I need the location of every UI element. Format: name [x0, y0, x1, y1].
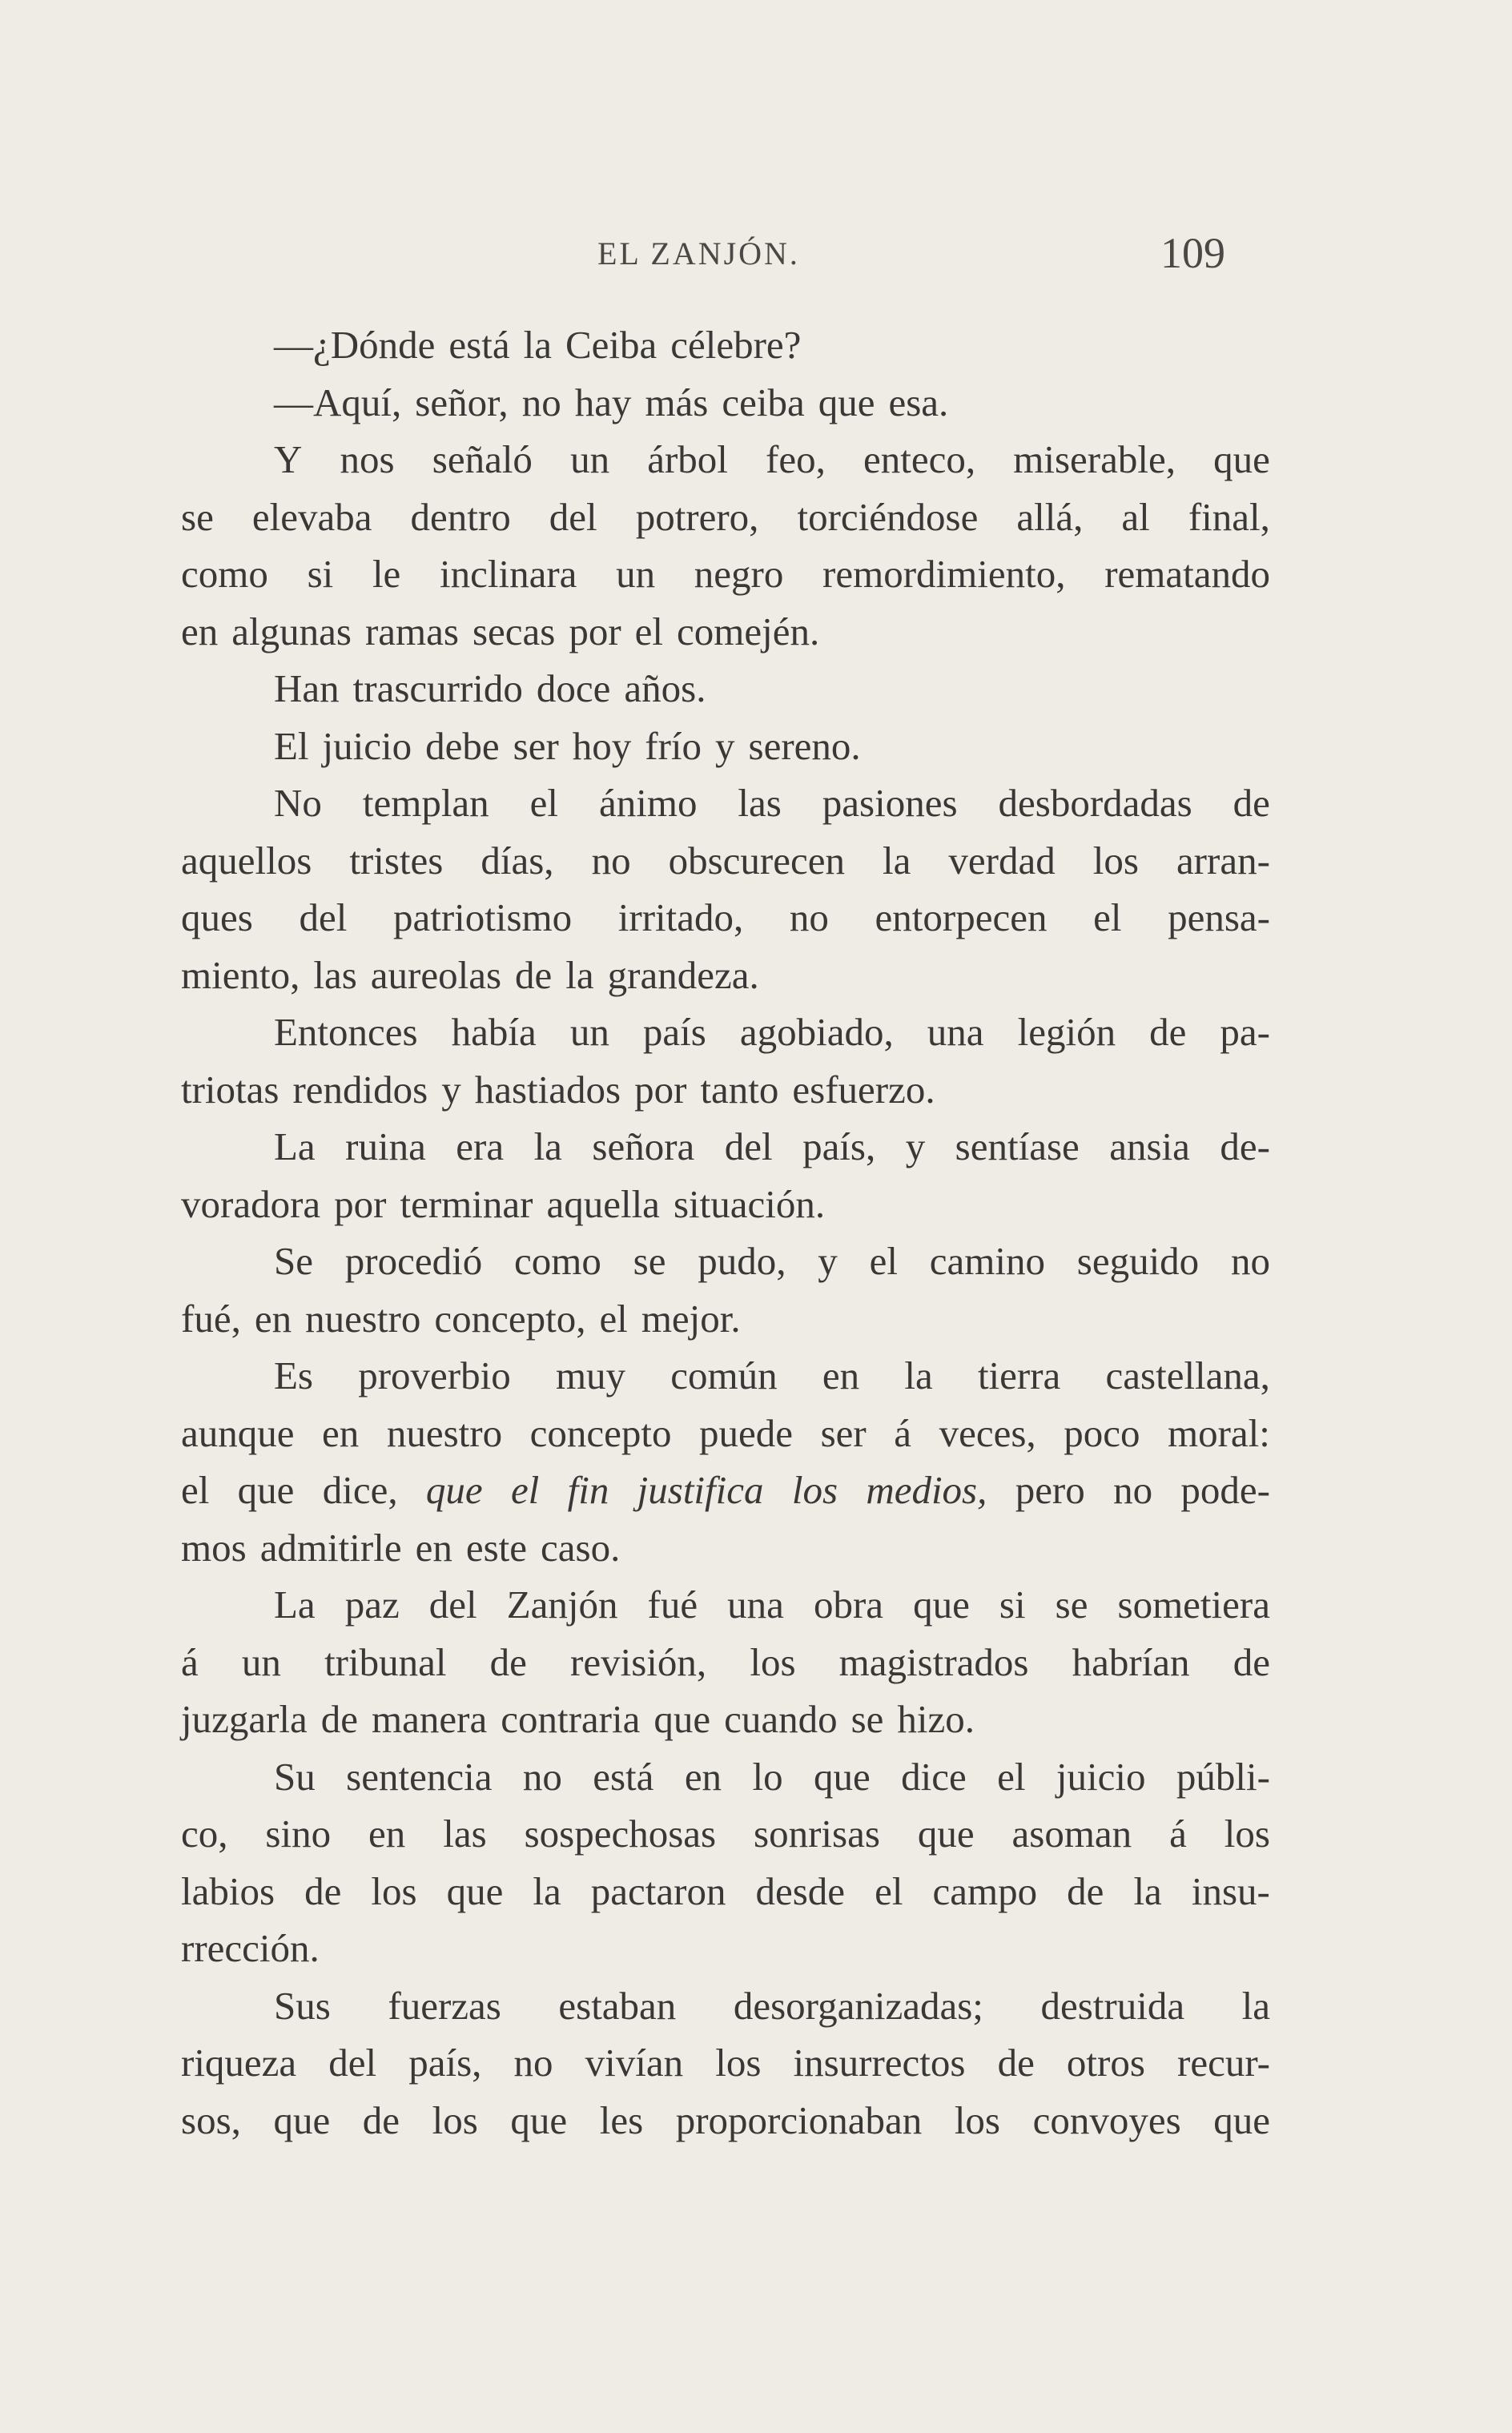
word: voradora: [181, 1181, 321, 1226]
word: miserable,: [1013, 437, 1176, 481]
word: del: [549, 494, 597, 539]
word: las: [313, 952, 357, 997]
word: los: [1224, 1812, 1270, 1856]
word: co,: [181, 1812, 228, 1856]
word: Y: [274, 437, 303, 481]
word: Es: [274, 1353, 313, 1397]
word: nuestro: [386, 1410, 503, 1455]
word: la: [533, 1868, 561, 1913]
word: frío: [645, 723, 702, 768]
word: sentencia: [346, 1754, 493, 1799]
word: públi-: [1176, 1754, 1270, 1799]
word: irritado,: [617, 895, 744, 939]
word: por: [569, 609, 621, 653]
word: en: [822, 1353, 860, 1397]
word: que: [917, 1812, 975, 1856]
word: de: [489, 1639, 527, 1684]
word: allá,: [1016, 494, 1084, 539]
word: la: [533, 1124, 562, 1168]
text-line: [181, 1748, 1270, 1806]
word: que: [1213, 437, 1270, 481]
word: una: [727, 1582, 784, 1627]
word: proporcionaban: [675, 2097, 923, 2142]
word: puede: [699, 1410, 794, 1455]
word: que: [913, 1582, 970, 1627]
word: el: [875, 1868, 903, 1913]
word: camino: [929, 1239, 1045, 1283]
word: el: [634, 609, 664, 653]
text-line: [181, 1347, 1270, 1405]
word: otros: [1066, 2041, 1145, 2085]
word: caso.: [541, 1525, 621, 1570]
word: de: [304, 1868, 342, 1913]
text-line: [181, 1061, 1270, 1119]
word: verdad: [948, 838, 1056, 883]
word: destruida: [1040, 1983, 1185, 2028]
word: mos: [181, 1525, 247, 1570]
word: pasiones: [822, 781, 958, 825]
word: que: [237, 1468, 295, 1512]
word: rrección.: [181, 1926, 320, 1970]
word: esfuerzo.: [792, 1067, 935, 1112]
italic-word: fin: [567, 1468, 609, 1512]
word: no: [1230, 1239, 1270, 1283]
word: que: [813, 1754, 871, 1799]
word: célebre?: [670, 323, 802, 367]
text-line: [181, 1863, 1270, 1920]
word: como: [514, 1239, 601, 1283]
text-line: [181, 718, 1270, 775]
word: del: [299, 895, 348, 939]
word: no: [521, 380, 561, 424]
word: tristes: [349, 838, 444, 883]
word: ánimo: [598, 781, 698, 825]
word: esa.: [888, 380, 949, 424]
word: nos: [340, 437, 395, 481]
word: del: [428, 1582, 477, 1627]
word: la: [904, 1353, 933, 1397]
word: no: [522, 1754, 562, 1799]
text-line: [181, 489, 1270, 546]
word: procedió: [344, 1239, 483, 1283]
text-line: [181, 431, 1270, 489]
word: Ceiba: [565, 323, 657, 367]
word: situación.: [673, 1181, 826, 1226]
word: los: [750, 1639, 796, 1684]
word: hastiados: [474, 1067, 621, 1112]
word: de: [362, 2097, 400, 2142]
word: ser: [820, 1410, 867, 1455]
word: dice,: [322, 1468, 398, 1512]
word: dice: [901, 1754, 967, 1799]
word: secas: [472, 609, 556, 653]
text-line: [181, 1290, 1270, 1348]
text-line: [181, 1405, 1270, 1462]
text-line: [181, 1576, 1270, 1634]
word: negro: [694, 552, 784, 596]
word: le: [372, 552, 401, 596]
word: inclinara: [440, 552, 577, 596]
word: árbol: [647, 437, 728, 481]
word: insurrectos: [793, 2041, 966, 2085]
word: del: [724, 1124, 773, 1168]
text-line: [181, 774, 1270, 832]
word: la: [1241, 1983, 1270, 2028]
word: un: [569, 1010, 609, 1054]
word: que: [510, 2097, 568, 2142]
word: no: [513, 2041, 553, 2085]
text-line: [181, 832, 1270, 890]
word: á: [1169, 1812, 1187, 1856]
word: pensa-: [1168, 895, 1270, 939]
word: juicio: [1056, 1754, 1146, 1799]
word: un: [616, 552, 656, 596]
text-line: [181, 1233, 1270, 1290]
word: ansia: [1109, 1124, 1190, 1168]
word: y: [818, 1239, 838, 1283]
word: en: [322, 1410, 360, 1455]
word: elevaba: [251, 494, 372, 539]
text-line: [181, 1634, 1270, 1691]
word: la: [883, 838, 911, 883]
word: desbordadas: [998, 781, 1192, 825]
word: moral:: [1168, 1410, 1270, 1455]
word: ceiba: [722, 380, 805, 424]
word: sospechosas: [524, 1812, 717, 1856]
word: señaló: [432, 437, 533, 481]
text-line: [181, 1920, 1270, 1977]
word: señor,: [415, 380, 509, 424]
word: en: [368, 1812, 406, 1856]
word: habrían: [1072, 1639, 1190, 1684]
word: hoy: [572, 723, 632, 768]
word: de: [515, 952, 553, 997]
text-line: [181, 1519, 1270, 1577]
word: Han: [274, 666, 340, 710]
word: y: [441, 1067, 461, 1112]
word: común: [670, 1353, 778, 1397]
word: convoyes: [1032, 2097, 1181, 2142]
word: ser: [513, 723, 559, 768]
word: Entonces: [274, 1010, 418, 1054]
text-line: [181, 660, 1270, 718]
word: la: [565, 952, 594, 997]
word: era: [456, 1124, 505, 1168]
word: tierra: [977, 1353, 1061, 1397]
word: dentro: [410, 494, 511, 539]
word: magistrados: [838, 1639, 1029, 1684]
word: recur-: [1177, 2041, 1270, 2085]
word: como: [181, 552, 268, 596]
word: ques: [181, 895, 253, 939]
word: país,: [802, 1124, 876, 1168]
word: y: [905, 1124, 926, 1168]
word: ruina: [345, 1124, 426, 1168]
word: estaban: [558, 1983, 677, 2028]
word: fué: [647, 1582, 698, 1627]
page-number: 109: [1160, 229, 1225, 277]
word: —Aquí,: [274, 380, 402, 424]
word: si: [307, 552, 334, 596]
word: les: [599, 2097, 644, 2142]
word: juicio: [322, 723, 412, 768]
word: de: [997, 2041, 1035, 2085]
word: vivían: [585, 2041, 684, 2085]
word: doce: [536, 666, 611, 710]
word: el: [869, 1239, 898, 1283]
word: los: [371, 1868, 417, 1913]
word: este: [465, 1525, 528, 1570]
text-line: [181, 1176, 1270, 1233]
text-line: [181, 889, 1270, 947]
text-line: [181, 374, 1270, 432]
word: señora: [592, 1124, 695, 1168]
word: fuerzas: [388, 1983, 501, 2028]
text-line: [181, 1977, 1270, 2035]
word: sonrisas: [754, 1812, 880, 1856]
word: contraria: [501, 1697, 641, 1741]
text-line: [181, 1691, 1270, 1748]
word: arran-: [1176, 838, 1270, 883]
word: El: [274, 723, 309, 768]
word: al: [1121, 494, 1150, 539]
word: proverbio: [358, 1353, 511, 1397]
word: comején.: [677, 609, 820, 653]
word: á: [181, 1639, 199, 1684]
word: el: [181, 1468, 210, 1512]
word: lo: [752, 1754, 783, 1799]
word: de: [1233, 781, 1270, 825]
word: hay: [574, 380, 632, 424]
word: una: [927, 1010, 984, 1054]
page-header: [181, 228, 1225, 284]
word: un: [241, 1639, 281, 1684]
word: veces,: [939, 1410, 1036, 1455]
word: los: [1092, 838, 1139, 883]
word: entorpecen: [875, 895, 1048, 939]
word: No: [274, 781, 322, 825]
word: de: [1149, 1010, 1187, 1054]
word: de-: [1220, 1124, 1270, 1168]
word: años.: [624, 666, 706, 710]
word: final,: [1188, 494, 1270, 539]
word: aquella: [546, 1181, 660, 1226]
word: los: [954, 2097, 1000, 2142]
text-line: [181, 2034, 1270, 2092]
word: que: [273, 2097, 331, 2142]
word: mejor.: [641, 1296, 741, 1341]
word: —¿Dónde: [274, 323, 436, 367]
word: sentíase: [955, 1124, 1080, 1168]
word: en: [684, 1754, 722, 1799]
word: días,: [481, 838, 554, 883]
word: patriotismo: [392, 895, 573, 939]
word: que: [653, 1697, 711, 1741]
word: torciéndose: [797, 494, 979, 539]
word: hizo.: [897, 1697, 975, 1741]
text-line: [181, 1805, 1270, 1863]
word: sos,: [181, 2097, 241, 2142]
word: miento,: [181, 952, 300, 997]
word: si: [999, 1582, 1026, 1627]
text-line: [181, 947, 1270, 1004]
italic-word: medios,: [866, 1468, 987, 1512]
word: aunque: [181, 1410, 295, 1455]
word: grandeza.: [607, 952, 759, 997]
word: más: [645, 380, 709, 424]
word: admitirle: [259, 1525, 402, 1570]
word: sometiera: [1117, 1582, 1270, 1627]
word: nuestro: [305, 1296, 421, 1341]
word: el: [997, 1754, 1026, 1799]
word: insu-: [1191, 1868, 1270, 1913]
word: pero: [1015, 1468, 1085, 1512]
word: país,: [408, 2041, 482, 2085]
word: aureolas: [370, 952, 502, 997]
word: no: [1113, 1468, 1153, 1512]
word: las: [443, 1812, 487, 1856]
word: el: [529, 781, 559, 825]
word: fué,: [181, 1296, 241, 1341]
word: sino: [265, 1812, 332, 1856]
word: trascurrido: [352, 666, 523, 710]
word: se: [850, 1697, 884, 1741]
word: de: [320, 1697, 359, 1741]
italic-word: justifica: [637, 1468, 764, 1512]
text-line: [181, 2092, 1270, 2149]
word: no: [789, 895, 829, 939]
word: de: [1067, 1868, 1104, 1913]
word: se: [181, 494, 214, 539]
word: pode-: [1180, 1468, 1270, 1512]
word: está: [593, 1754, 654, 1799]
word: legión: [1017, 1010, 1116, 1054]
word: cuando: [724, 1697, 838, 1741]
word: Sus: [274, 1983, 331, 2028]
word: riqueza: [181, 2041, 297, 2085]
word: que: [446, 1868, 504, 1913]
word: los: [432, 2097, 478, 2142]
word: paz: [344, 1582, 400, 1627]
word: pactaron: [590, 1868, 726, 1913]
word: el: [1093, 895, 1122, 939]
word: remordimiento,: [822, 552, 1066, 596]
word: la: [1133, 1868, 1162, 1913]
word: juzgarla: [181, 1697, 308, 1741]
word: que: [818, 380, 875, 424]
word: los: [715, 2041, 762, 2085]
text-line: [181, 1118, 1270, 1176]
word: algunas: [231, 609, 352, 653]
italic-word: que: [425, 1468, 483, 1512]
word: labios: [181, 1868, 275, 1913]
word: tribunal: [324, 1639, 447, 1684]
word: Se: [274, 1239, 313, 1283]
word: que: [1213, 2097, 1270, 2142]
word: debe: [425, 723, 500, 768]
word: en: [415, 1525, 452, 1570]
word: La: [274, 1582, 316, 1627]
word: triotas: [181, 1067, 279, 1112]
word: del: [328, 2041, 377, 2085]
italic-word: los: [791, 1468, 838, 1512]
word: terminar: [400, 1181, 533, 1226]
word: poco: [1064, 1410, 1140, 1455]
text-line: [181, 1462, 1270, 1519]
word: agobiado,: [739, 1010, 894, 1054]
word: país: [642, 1010, 706, 1054]
word: feo,: [766, 437, 826, 481]
word: concepto,: [434, 1296, 586, 1341]
word: manera: [372, 1697, 488, 1741]
text-line: [181, 1003, 1270, 1061]
word: no: [591, 838, 631, 883]
word: obscurecen: [668, 838, 845, 883]
word: Su: [274, 1754, 316, 1799]
word: obra: [813, 1582, 884, 1627]
word: campo: [932, 1868, 1038, 1913]
word: castellana,: [1105, 1353, 1270, 1397]
word: tanto: [700, 1067, 779, 1112]
text-line: [181, 603, 1270, 661]
word: desorganizadas;: [733, 1983, 983, 2028]
word: seguido: [1076, 1239, 1200, 1283]
word: rendidos: [292, 1067, 428, 1112]
word: aquellos: [181, 838, 312, 883]
word: La: [274, 1124, 316, 1168]
word: Zanjón: [506, 1582, 618, 1627]
italic-word: el: [510, 1468, 540, 1512]
word: templan: [362, 781, 489, 825]
word: revisión,: [570, 1639, 707, 1684]
word: se: [1055, 1582, 1088, 1627]
word: rematando: [1104, 552, 1270, 596]
word: de: [1233, 1639, 1270, 1684]
word: un: [570, 437, 610, 481]
text-line: [181, 545, 1270, 603]
word: por: [334, 1181, 387, 1226]
word: se: [633, 1239, 666, 1283]
word: asoman: [1011, 1812, 1132, 1856]
word: enteco,: [863, 437, 976, 481]
running-title: EL ZANJÓN.: [597, 235, 800, 271]
word: el: [599, 1296, 628, 1341]
word: desde: [755, 1868, 846, 1913]
word: y: [715, 723, 735, 768]
word: muy: [555, 1353, 626, 1397]
word: en: [254, 1296, 292, 1341]
word: en: [181, 609, 219, 653]
word: las: [738, 781, 782, 825]
body-text: [181, 316, 1270, 2149]
word: pudo,: [698, 1239, 786, 1283]
word: sereno.: [748, 723, 861, 768]
word: había: [451, 1010, 537, 1054]
word: potrero,: [635, 494, 759, 539]
word: concepto: [529, 1410, 672, 1455]
word: á: [894, 1410, 912, 1455]
text-line: [181, 316, 1270, 374]
word: está: [448, 323, 510, 367]
word: por: [634, 1067, 687, 1112]
word: la: [523, 323, 552, 367]
word: ramas: [364, 609, 459, 653]
word: pa-: [1220, 1010, 1270, 1054]
